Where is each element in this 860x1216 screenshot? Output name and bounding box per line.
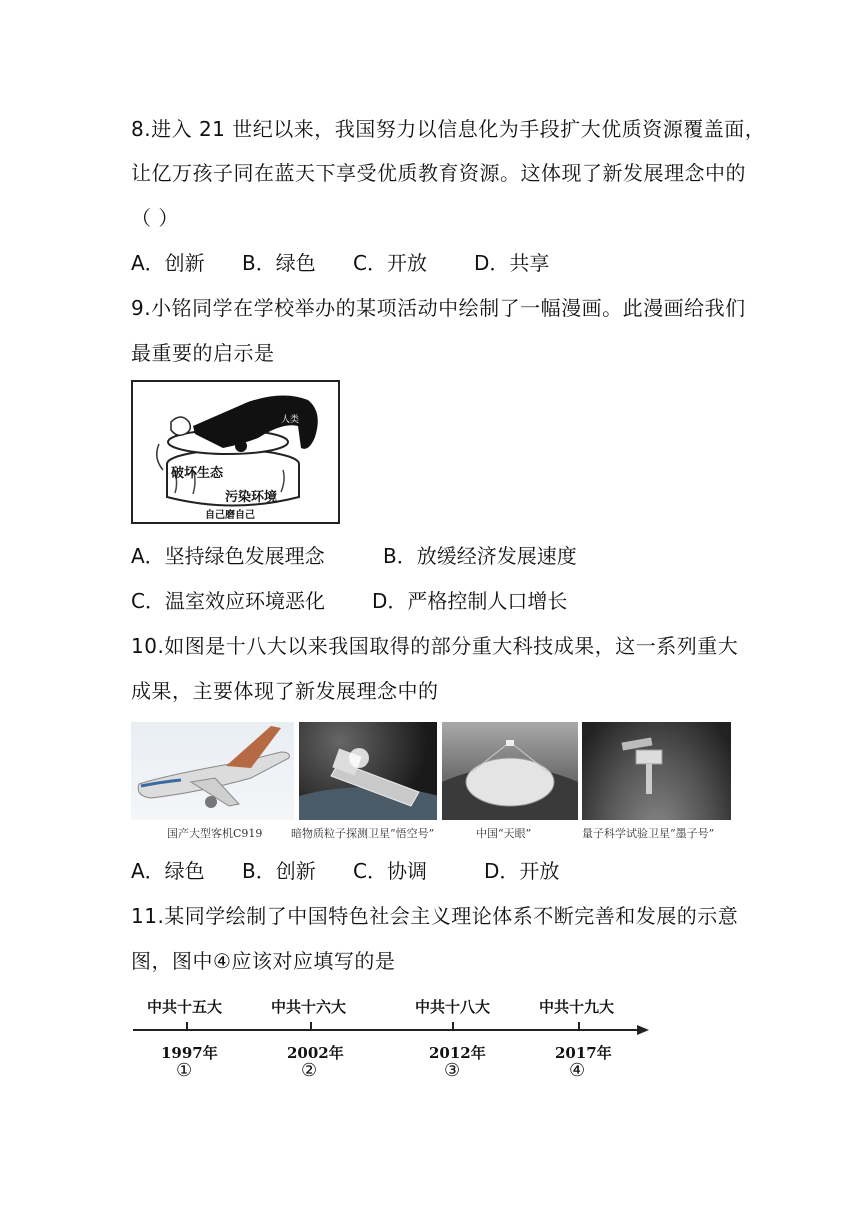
- timeline-mark-3: ③: [444, 1060, 461, 1081]
- timeline-year-4: 2017年: [555, 1044, 612, 1062]
- photo-wukong: [299, 722, 437, 820]
- q10-option-c: C．协调: [353, 859, 427, 883]
- cartoon-figure-text: 人类: [281, 415, 300, 425]
- q8-option-c: C．开放: [353, 251, 427, 275]
- q9-stem-line2: 最重要的启示是: [131, 341, 275, 365]
- satellite-image: [299, 722, 437, 820]
- timeline-event-1: 中共十五大: [147, 998, 223, 1016]
- q11-timeline: [131, 990, 651, 1085]
- timeline-year-3: 2012年: [429, 1044, 486, 1062]
- q11-stem-line2: 图，图中④应该对应填写的是: [131, 949, 396, 973]
- q10-option-a: A．绿色: [131, 859, 205, 883]
- photo-c919: [131, 722, 294, 820]
- q11-stem-line1: 11.某同学绘制了中国特色社会主义理论体系不断完善和发展的示意: [131, 904, 739, 928]
- caption-micius: 量子科学试验卫星“墨子号”: [582, 827, 715, 840]
- cartoon-caption: 自己磨自己: [205, 510, 255, 521]
- q9-cartoon: [131, 380, 340, 524]
- cartoon-label-pollute: 污染环境: [225, 490, 278, 505]
- q10-option-d: D．开放: [484, 859, 560, 883]
- q9-option-c: C．温室效应环境恶化: [131, 589, 325, 613]
- timeline-mark-1: ①: [176, 1060, 193, 1081]
- timeline-event-2: 中共十六大: [271, 998, 347, 1016]
- caption-fast: 中国“天眼”: [476, 827, 532, 840]
- q9-stem-line1: 9.小铭同学在学校举办的某项活动中绘制了一幅漫画。此漫画给我们: [131, 296, 746, 320]
- caption-wukong: 暗物质粒子探测卫星“悟空号”: [291, 827, 435, 840]
- q9-option-d: D．严格控制人口增长: [372, 589, 568, 613]
- timeline-year-2: 2002年: [287, 1044, 344, 1062]
- airplane-image: [131, 722, 294, 820]
- q8-option-a: A．创新: [131, 251, 205, 275]
- q8-option-b: B．绿色: [242, 251, 316, 275]
- q8-stem-line1: 8.进入 21 世纪以来，我国努力以信息化为手段扩大优质资源覆盖面，: [131, 117, 766, 141]
- q8-option-d: D．共享: [474, 251, 550, 275]
- photo-micius: [582, 722, 731, 820]
- q10-stem-line2: 成果，主要体现了新发展理念中的: [131, 679, 439, 703]
- q8-answer-blank: （ ）: [131, 206, 179, 230]
- caption-c919: 国产大型客机C919: [167, 827, 263, 840]
- q9-option-b: B．放缓经济发展速度: [383, 544, 577, 568]
- q10-option-b: B．创新: [242, 859, 316, 883]
- quantum-satellite-image: [582, 722, 731, 820]
- cartoon-label-destroy: 破坏生态: [171, 466, 224, 481]
- timeline-year-1: 1997年: [161, 1044, 218, 1062]
- timeline-event-3: 中共十八大: [415, 998, 491, 1016]
- timeline-mark-2: ②: [301, 1060, 318, 1081]
- photo-fast: [442, 722, 578, 820]
- q10-stem-line1: 10.如图是十八大以来我国取得的部分重大科技成果，这一系列重大: [131, 634, 739, 658]
- timeline-event-4: 中共十九大: [539, 998, 615, 1016]
- telescope-image: [442, 722, 578, 820]
- q9-option-a: A．坚持绿色发展理念: [131, 544, 325, 568]
- timeline-mark-4: ④: [569, 1060, 586, 1081]
- q8-stem-line2: 让亿万孩子同在蓝天下享受优质教育资源。这体现了新发展理念中的: [131, 161, 746, 185]
